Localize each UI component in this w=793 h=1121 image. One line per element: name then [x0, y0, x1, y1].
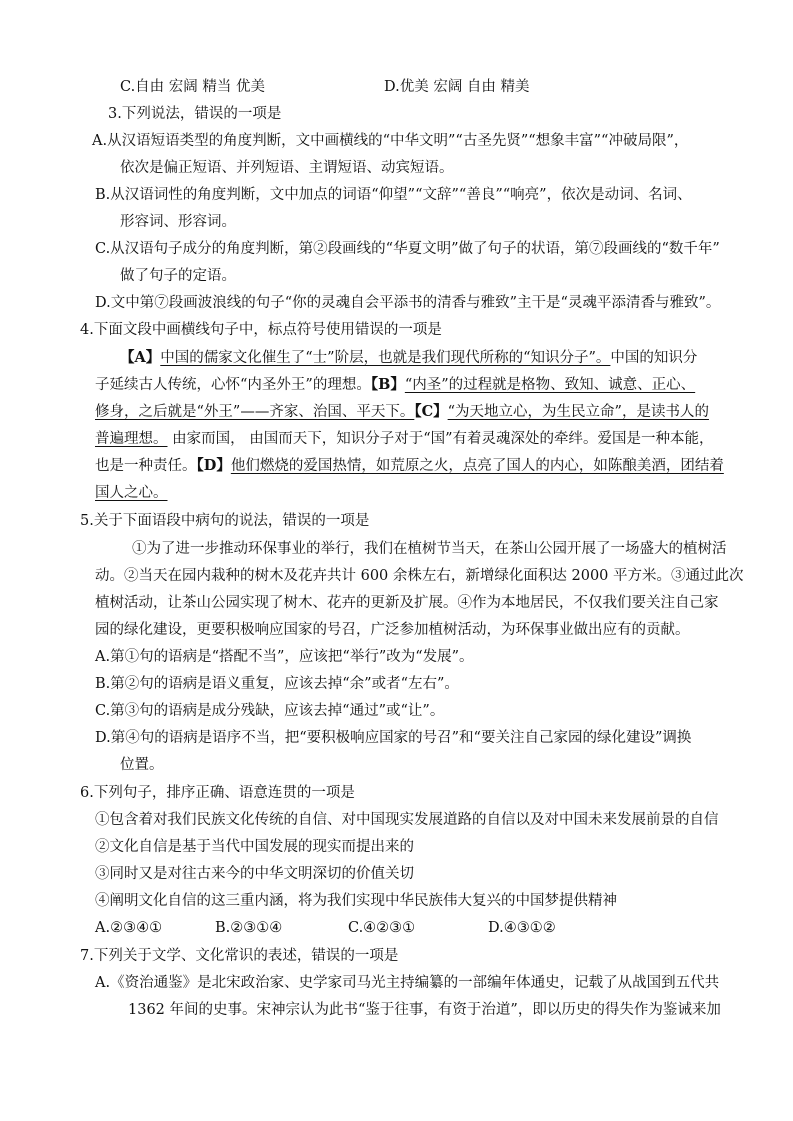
q7-stem: 7.下列关于文学、文化常识的表述，错误的一项是 — [80, 948, 399, 964]
q4-passage-line6 — [95, 483, 168, 503]
q6-option-d: D.④③①② — [488, 920, 556, 936]
q7-option-a-line2: 1362 年间的史事。宋神宗认为此书“鉴于往事，有资于治道”，即以历史的得失作为鉴诫来加 — [128, 1002, 721, 1018]
q6-option-a: A.②③④① — [95, 920, 163, 936]
q6-stem: 6.下列句子，排序正确、语意连贯的一项是 — [80, 785, 355, 801]
q4-tag-d: 【D】 — [196, 457, 231, 474]
q5-passage-line3: 植树活动，让茶山公园实现了树木、花卉的更新及扩展。④作为本地居民，不仅我们要关注自己家 — [95, 595, 719, 611]
q4-passage-line3 — [95, 402, 709, 422]
q6-sentence-3: ③同时又是对往古来今的中华文明深切的价值关切 — [95, 866, 414, 882]
q5-passage-line2: 动。②当天在园内栽种的树木及花卉共计 600 余株左右，新增绿化面积达 2000 平方米。③通过此次 — [95, 568, 744, 584]
q5-option-b: B.第②句的语病是语义重复，应该去掉“余”或者“左右”。 — [95, 676, 459, 692]
q6-option-b: B.②③①④ — [215, 920, 283, 936]
q4-stem: 4.下面文段中画横线句子中，标点符号使用错误的一项是 — [80, 322, 442, 338]
q5-passage-line1: ①为了进一步推动环保事业的举行，我们在植树节当天，在茶山公园开展了一场盛大的植树活 — [132, 541, 727, 557]
q4-text: 子延续古人传统，心怀“内圣外王”的理想。 — [95, 377, 371, 393]
q4-sentence-b-part1: “内圣”的过程就是格物、致知、诚意、正心、 — [404, 377, 696, 393]
q5-option-d-line1: D.第④句的语病是语序不当，把“要积极响应国家的号召”和“要关注自己家园的绿化建设”调换 — [95, 730, 692, 746]
q4-passage-line1 — [120, 348, 697, 368]
q6-sentence-2: ②文化自信是基于当代中国发展的现实而提出来的 — [95, 839, 414, 855]
q4-passage-line5 — [95, 456, 724, 476]
q7-option-a-line1: A.《资治通鉴》是北宋政治家、史学家司马光主持编纂的一部编年体通史，记载了从战国到五代共 — [95, 975, 720, 991]
q3-option-c-line2: 做了句子的定语。 — [120, 268, 236, 284]
q4-sentence-c-part2: 普遍理想。 — [95, 431, 168, 447]
q3-option-d: D.文中第⑦段画波浪线的句子“你的灵魂自会平添书的清香与雅致”主干是“灵魂平添清香与雅致”。 — [95, 295, 721, 311]
q3-option-b-line2: 形容词、形容词。 — [120, 214, 236, 230]
q4-sentence-a: 中国的儒家文化催生了“士”阶层，也就是我们现代所称的“知识分子”。 — [160, 350, 611, 366]
q6-option-c: C.④②③① — [348, 920, 416, 936]
q5-stem: 5.关于下面语段中病句的说法，错误的一项是 — [80, 513, 370, 529]
q5-option-c: C.第③句的语病是成分残缺，应该去掉“通过”或“让”。 — [95, 703, 445, 719]
q6-sentence-4: ④阐明文化自信的这三重内涵，将为我们实现中华民族伟大复兴的中国梦提供精神 — [95, 893, 617, 909]
q5-option-d-line2: 位置。 — [120, 757, 164, 773]
q4-tag-a: 【A】 — [120, 349, 161, 366]
q4-sentence-d-part2: 国人之心。 — [95, 485, 168, 501]
q4-text: 由家而国， 由国而天下，知识分子对于“国”有着灵魂深处的牵绊。爱国是一种本能， — [172, 431, 714, 447]
q2-option-d: D.优美 宏阔 自由 精美 — [384, 79, 530, 95]
q3-option-a-line1: A.从汉语短语类型的角度判断，文中画横线的“中华文明”“古圣先贤”“想象丰富”“冲破局限”， — [92, 133, 689, 149]
q4-tag-c: 【C】 — [414, 403, 448, 420]
q4-text: 中国的知识分 — [610, 350, 698, 366]
q6-sentence-1: ①包含着对我们民族文化传统的自信、对中国现实发展道路的自信以及对中国未来发展前景的自信 — [95, 812, 719, 828]
q4-sentence-b-part2: 修身，之后就是“外王”——齐家、治国、平天下。 — [95, 404, 415, 420]
q2-option-c: C.自由 宏阔 精当 优美 — [120, 79, 266, 95]
q4-text: 也是一种责任。 — [95, 458, 197, 474]
q5-passage-line4: 园的绿化建设，更要积极响应国家的号召，广泛参加植树活动，为环保事业做出应有的贡献。 — [95, 622, 690, 638]
q4-tag-b: 【B】 — [370, 376, 405, 393]
q5-option-a: A.第①句的语病是“搭配不当”，应该把“举行”改为“发展”。 — [95, 649, 474, 665]
q3-stem: 3.下列说法，错误的一项是 — [108, 106, 282, 122]
q3-option-c-line1: C.从汉语句子成分的角度判断，第②段画线的“华夏文明”做了句子的状语，第⑦段画线的“数千年” — [95, 241, 720, 257]
q4-passage-line2 — [95, 375, 695, 395]
q4-sentence-c-part1: “为天地立心，为生民立命”，是读书人的 — [447, 404, 709, 420]
q4-sentence-d-part1: 他们燃烧的爱国热情，如荒原之火，点亮了国人的内心，如陈酿美酒，团结着 — [230, 458, 724, 474]
q3-option-b-line1: B.从汉语词性的角度判断，文中加点的词语“仰望”“文辞”“善良”“响亮”，依次是动词、名词、 — [95, 187, 692, 203]
q3-option-a-line2: 依次是偏正短语、并列短语、主谓短语、动宾短语。 — [120, 160, 454, 176]
q4-passage-line4 — [95, 429, 714, 449]
